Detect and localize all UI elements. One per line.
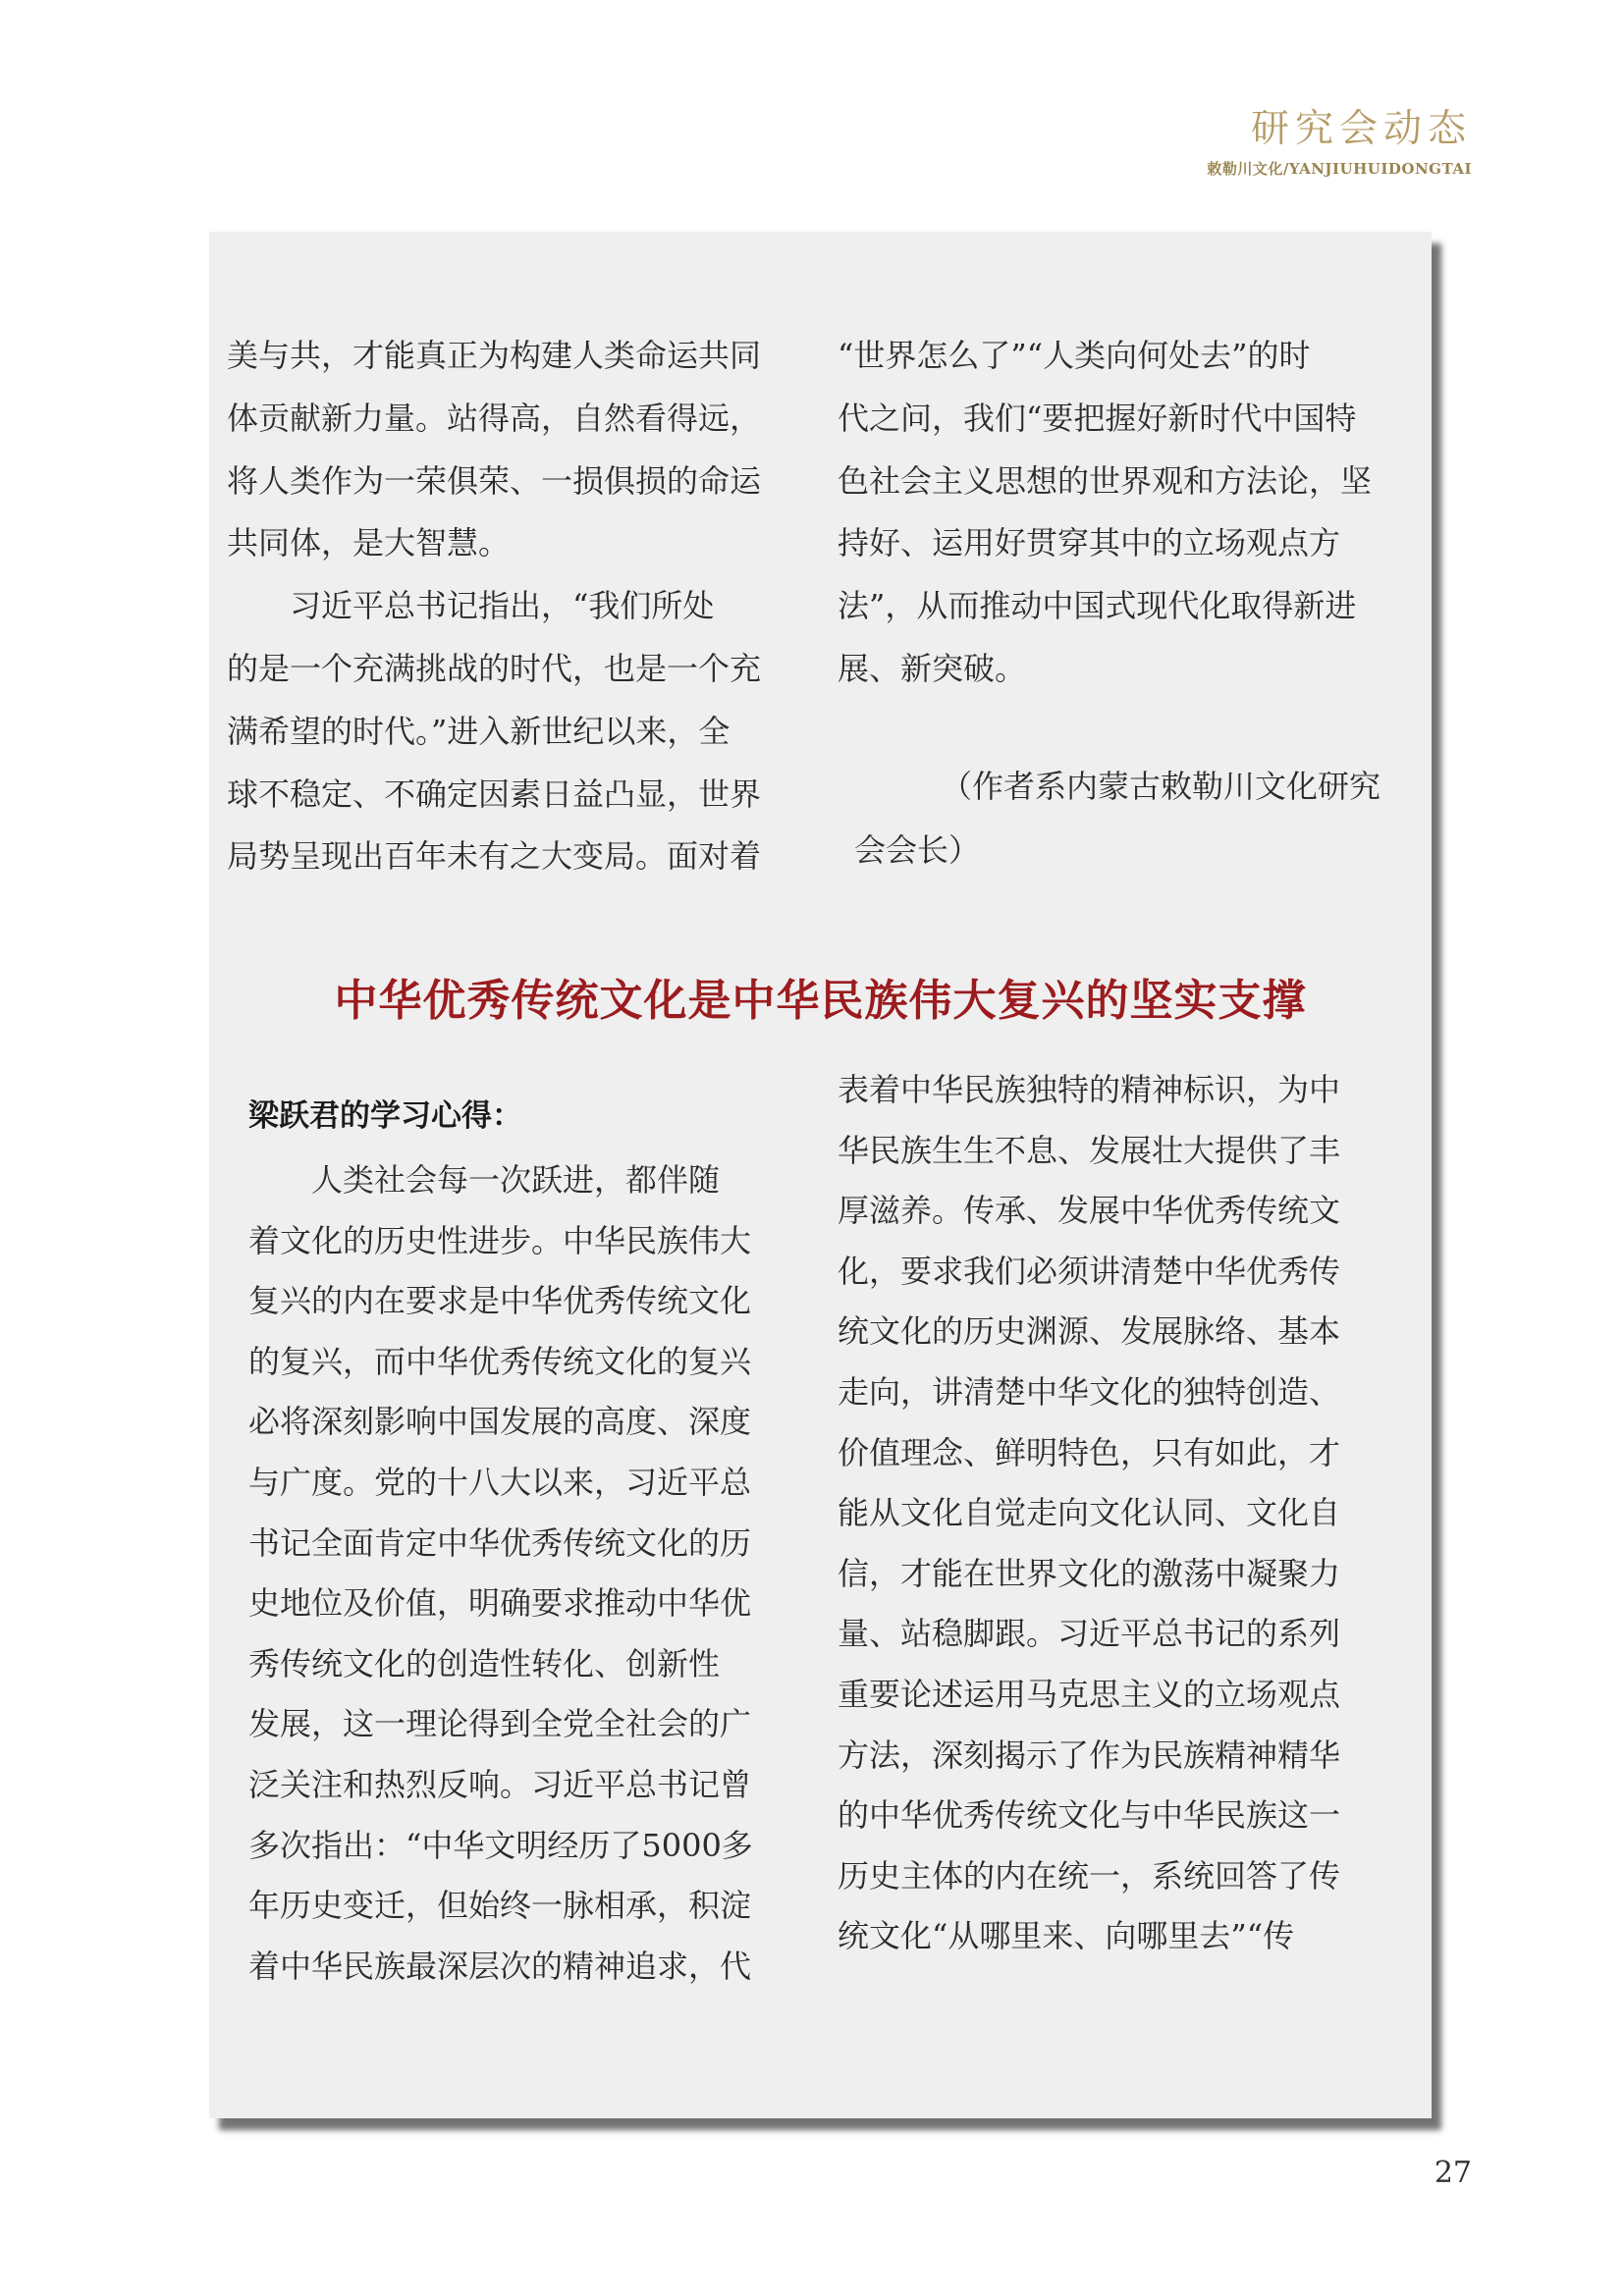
text-line: 的中华优秀传统文化与中华民族这一 xyxy=(838,1796,1341,1835)
text-line: 华民族生生不息、发展壮大提供了丰 xyxy=(838,1131,1341,1169)
text-line: 色社会主义思想的世界观和方法论，坚 xyxy=(838,461,1373,500)
text-line: 代之问，我们“要把握好新时代中国特 xyxy=(838,399,1357,437)
top-left-column xyxy=(227,325,761,888)
text-line: 方法，深刻揭示了作为民族精神精华 xyxy=(838,1735,1341,1774)
running-header xyxy=(1207,107,1472,179)
text-line: 法”，从而推动中国式现代化取得新进 xyxy=(838,587,1357,625)
author-note-line-2: 会会长） xyxy=(854,831,981,869)
text-line: 泛关注和热烈反响。习近平总书记曾 xyxy=(248,1765,752,1803)
text-line: 价值理念、鲜明特色，只有如此，才 xyxy=(838,1433,1341,1471)
text-line: 局势呈现出百年未有之大变局。面对着 xyxy=(227,837,762,876)
page-number: 27 xyxy=(1434,2156,1472,2190)
text-line: 能从文化自觉走向文化认同、文化自 xyxy=(838,1494,1341,1532)
text-line: 着中华民族最深层次的精神追求，代 xyxy=(248,1947,752,1985)
text-line: 多次指出：“中华文明经历了5000多 xyxy=(248,1826,753,1864)
text-line: 发展，这一理论得到全党全社会的广 xyxy=(248,1705,752,1743)
text-line: 人类社会每一次跃进，都伴随 xyxy=(248,1161,721,1199)
content-panel xyxy=(209,232,1432,2118)
text-line: “世界怎么了”“人类向何处去”的时 xyxy=(838,337,1311,374)
text-line: 书记全面肯定中华优秀传统文化的历 xyxy=(248,1523,752,1562)
text-line: 秀传统文化的创造性转化、创新性 xyxy=(248,1644,721,1682)
author-note-line-1: （作者系内蒙古敕勒川文化研究 xyxy=(941,768,1381,805)
section-subtitle: 敕勒川文化/YANJIUHUIDONGTAI xyxy=(1207,160,1472,178)
text-line: 历史主体的内在统一，系统回答了传 xyxy=(838,1856,1341,1895)
text-line: 共同体，是大智慧。 xyxy=(227,524,511,562)
text-line: 统文化“从哪里来、向哪里去”“传 xyxy=(838,1917,1295,1955)
text-line: 化，要求我们必须讲清楚中华优秀传 xyxy=(838,1252,1341,1290)
text-line: 的是一个充满挑战的时代，也是一个充 xyxy=(227,649,762,687)
text-line: 持好、运用好贯穿其中的立场观点方 xyxy=(838,524,1341,562)
text-line: 展、新突破。 xyxy=(838,649,1027,687)
text-line: 复兴的内在要求是中华优秀传统文化 xyxy=(248,1282,752,1320)
bottom-left-column xyxy=(248,1150,753,1997)
text-line: 信，才能在世界文化的激荡中凝聚力 xyxy=(838,1554,1341,1592)
text-line: 走向，讲清楚中华文化的独特创造、 xyxy=(838,1372,1341,1411)
text-line: 球不稳定、不确定因素日益凸显，世界 xyxy=(227,774,762,813)
text-line: 体贡献新力量。站得高，自然看得远， xyxy=(227,399,762,437)
top-right-column xyxy=(838,325,1372,701)
text-line: 与广度。党的十八大以来，习近平总 xyxy=(248,1463,752,1501)
text-line: 着文化的历史性进步。中华民族伟大 xyxy=(248,1221,752,1259)
article-subhead: 梁跃君的学习心得： xyxy=(248,1098,522,1134)
text-line: 厚滋养。传承、发展中华优秀传统文 xyxy=(838,1192,1341,1230)
text-line: 习近平总书记指出，“我们所处 xyxy=(227,587,715,625)
text-line: 将人类作为一荣俱荣、一损俱损的命运 xyxy=(227,461,762,500)
text-line: 重要论述运用马克思主义的立场观点 xyxy=(838,1675,1341,1713)
section-title: 研究会动态 xyxy=(1250,107,1472,151)
text-line: 满希望的时代。”进入新世纪以来，全 xyxy=(227,712,731,750)
text-line: 的复兴，而中华优秀传统文化的复兴 xyxy=(248,1342,752,1380)
bottom-right-column xyxy=(838,1060,1340,1967)
text-line: 统文化的历史渊源、发展脉络、基本 xyxy=(838,1312,1341,1351)
text-line: 必将深刻影响中国发展的高度、深度 xyxy=(248,1403,752,1441)
text-line: 史地位及价值，明确要求推动中华优 xyxy=(248,1584,752,1623)
article-title: 中华优秀传统文化是中华民族伟大复兴的坚实支撑 xyxy=(334,976,1307,1026)
text-line: 美与共，才能真正为构建人类命运共同 xyxy=(227,337,762,374)
text-line: 量、站稳脚跟。习近平总书记的系列 xyxy=(838,1615,1341,1653)
text-line: 表着中华民族独特的精神标识，为中 xyxy=(838,1071,1341,1108)
text-line: 年历史变迁，但始终一脉相承，积淀 xyxy=(248,1887,752,1925)
